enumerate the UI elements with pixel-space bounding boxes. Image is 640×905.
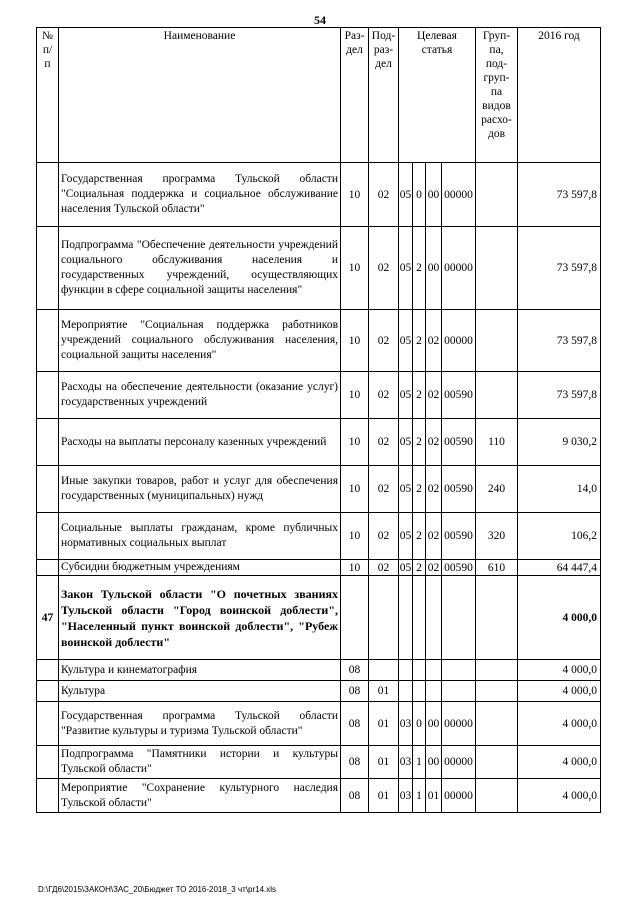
- row-target-program: [399, 576, 413, 660]
- row-name: Закон Тульской области "О почетных званиях Тульской области "Город воинской доблести", "Населенный пункт воинской доблести", "Рубеж воинской доблести": [59, 576, 341, 660]
- row-target-program: 05: [399, 372, 413, 419]
- row-number: [37, 227, 59, 310]
- row-amount-2016: 73 597,8: [518, 310, 601, 372]
- row-target-program: 03: [399, 702, 413, 746]
- row-subsection: 02: [369, 466, 399, 513]
- row-subsection: 01: [369, 779, 399, 813]
- row-expense-group: [476, 576, 518, 660]
- row-target-program: 05: [399, 513, 413, 560]
- header-section: Раз-дел: [341, 28, 369, 163]
- row-target-measure: 02: [426, 560, 442, 576]
- table-row: [37, 560, 601, 576]
- row-number: [37, 560, 59, 576]
- row-target-measure: [426, 576, 442, 660]
- row-section: 08: [341, 779, 369, 813]
- row-subsection: 01: [369, 681, 399, 702]
- row-amount-2016: 106,2: [518, 513, 601, 560]
- header-no: № п/ п: [37, 28, 59, 163]
- row-name: Государственная программа Тульской области "Социальная поддержка и социальное обслуживание населения Тульской области": [59, 163, 341, 227]
- row-section: 10: [341, 227, 369, 310]
- row-section: 10: [341, 310, 369, 372]
- row-expense-group: 240: [476, 466, 518, 513]
- row-target-subprogram: 2: [413, 466, 426, 513]
- row-amount-2016: 4 000,0: [518, 576, 601, 660]
- row-target-direction: 00000: [442, 163, 476, 227]
- row-target-direction: 00000: [442, 227, 476, 310]
- row-target-direction: 00000: [442, 746, 476, 779]
- header-subsection: Под-раз-дел: [369, 28, 399, 163]
- row-target-subprogram: 1: [413, 779, 426, 813]
- row-target-direction: 00590: [442, 513, 476, 560]
- row-target-measure: [426, 681, 442, 702]
- row-section: 10: [341, 466, 369, 513]
- row-number: [37, 513, 59, 560]
- row-subsection: 02: [369, 372, 399, 419]
- row-expense-group: [476, 746, 518, 779]
- table-row: [37, 419, 601, 466]
- row-section: 08: [341, 681, 369, 702]
- row-amount-2016: 73 597,8: [518, 372, 601, 419]
- table-row: [37, 779, 601, 813]
- table-row: [37, 746, 601, 779]
- row-section: 08: [341, 702, 369, 746]
- row-target-program: 05: [399, 227, 413, 310]
- row-target-measure: 02: [426, 372, 442, 419]
- row-target-direction: 00000: [442, 702, 476, 746]
- row-expense-group: 320: [476, 513, 518, 560]
- row-subsection: 02: [369, 513, 399, 560]
- row-expense-group: [476, 372, 518, 419]
- row-target-measure: 00: [426, 227, 442, 310]
- row-subsection: 02: [369, 310, 399, 372]
- table-header-row: [37, 28, 601, 163]
- row-expense-group: [476, 660, 518, 681]
- row-number: [37, 660, 59, 681]
- row-target-subprogram: [413, 660, 426, 681]
- row-amount-2016: 9 030,2: [518, 419, 601, 466]
- row-subsection: [369, 660, 399, 681]
- row-target-direction: [442, 681, 476, 702]
- row-target-program: 05: [399, 561, 412, 574]
- row-amount-2016: 14,0: [518, 466, 601, 513]
- row-target-subprogram: 2: [413, 310, 426, 372]
- row-amount-2016: 4 000,0: [518, 746, 601, 779]
- row-target-direction: [442, 576, 476, 660]
- row-amount-2016: 64 447,4: [518, 560, 601, 576]
- row-target-measure: 02: [426, 310, 442, 372]
- row-section: 10: [341, 372, 369, 419]
- row-section: 10: [341, 560, 369, 576]
- row-name: Подпрограмма "Памятники истории и культуры Тульской области": [59, 746, 341, 779]
- row-section: 08: [341, 746, 369, 779]
- row-subsection: 01: [369, 702, 399, 746]
- row-expense-group: 610: [476, 560, 518, 576]
- row-target-program: 05: [399, 419, 413, 466]
- table-row: [37, 702, 601, 746]
- table-row: [37, 372, 601, 419]
- row-amount-2016: 4 000,0: [518, 779, 601, 813]
- row-subsection: 01: [369, 746, 399, 779]
- row-name: Иные закупки товаров, работ и услуг для обеспечения государственных (муниципальных) нужд: [59, 466, 341, 513]
- row-expense-group: [476, 227, 518, 310]
- row-target-direction: 00590: [442, 372, 476, 419]
- row-name: Культура: [59, 681, 341, 702]
- row-target-subprogram: 2: [413, 419, 426, 466]
- table-row: [37, 163, 601, 227]
- row-amount-2016: 4 000,0: [518, 681, 601, 702]
- row-expense-group: [476, 779, 518, 813]
- table-row: [37, 466, 601, 513]
- row-name: Субсидии бюджетным учреждениям: [59, 560, 341, 576]
- row-name: Социальные выплаты гражданам, кроме публичных нормативных социальных выплат: [59, 513, 341, 560]
- table-row: [37, 576, 601, 660]
- row-target-measure: 02: [426, 466, 442, 513]
- row-subsection: [369, 576, 399, 660]
- table-row: [37, 310, 601, 372]
- row-expense-group: [476, 163, 518, 227]
- row-number: [37, 310, 59, 372]
- header-target: Целевая статья: [399, 28, 476, 163]
- row-number: [37, 466, 59, 513]
- row-target-subprogram: 0: [413, 702, 426, 746]
- row-target-program: 05: [399, 466, 413, 513]
- row-target-subprogram: 0: [413, 163, 426, 227]
- row-target-program: [399, 681, 413, 702]
- row-name: Мероприятие "Социальная поддержка работников учреждений социального обслуживания населения, социальной защиты населения": [59, 310, 341, 372]
- row-target-direction: 00000: [442, 779, 476, 813]
- row-target-measure: 00: [426, 746, 442, 779]
- row-target-subprogram: [413, 576, 426, 660]
- row-number: [37, 163, 59, 227]
- row-name: Расходы на выплаты персоналу казенных учреждений: [59, 419, 341, 466]
- row-target-subprogram: [413, 681, 426, 702]
- row-expense-group: 110: [476, 419, 518, 466]
- row-number: [37, 746, 59, 779]
- row-target-measure: 01: [426, 779, 442, 813]
- row-name: Культура и кинематография: [59, 660, 341, 681]
- row-expense-group: [476, 702, 518, 746]
- row-target-direction: [442, 660, 476, 681]
- row-number: [37, 419, 59, 466]
- row-target-subprogram: 2: [413, 560, 426, 576]
- row-expense-group: [476, 310, 518, 372]
- row-number: 47: [37, 576, 59, 660]
- row-target-program: 03: [399, 746, 413, 779]
- row-section: 10: [341, 419, 369, 466]
- row-target-direction: 00590: [442, 466, 476, 513]
- header-group: Груп-па, под-груп-па видов расхо-дов: [476, 28, 518, 163]
- table-row: [37, 681, 601, 702]
- row-target-program: 05: [399, 163, 413, 227]
- row-section: 08: [341, 660, 369, 681]
- row-amount-2016: 73 597,8: [518, 227, 601, 310]
- row-section: [341, 576, 369, 660]
- row-target-measure: 00: [426, 163, 442, 227]
- row-target-measure: [426, 660, 442, 681]
- row-target-subprogram: 2: [413, 513, 426, 560]
- row-name: Государственная программа Тульской области "Развитие культуры и туризма Тульской области": [59, 702, 341, 746]
- row-target-subprogram: 2: [413, 372, 426, 419]
- row-section: 10: [341, 513, 369, 560]
- row-target-program: [399, 660, 413, 681]
- table-row: [37, 660, 601, 681]
- row-target-program: 05: [399, 310, 413, 372]
- row-subsection: 02: [369, 227, 399, 310]
- row-target-program: 03: [399, 779, 413, 813]
- row-target-direction: 00590: [442, 419, 476, 466]
- header-year: 2016 год: [518, 28, 601, 163]
- row-number: [37, 779, 59, 813]
- file-path-footer: D:\ГД6\2015\ЗАКОН\ЗАС_20\Бюджет ТО 2016-2018_3 чт\pr14.xls: [38, 885, 277, 894]
- row-name: Расходы на обеспечение деятельности (оказание услуг) государственных учреждений: [59, 372, 341, 419]
- row-name: Подпрограмма "Обеспечение деятельности учреждений социального обслуживания населения и государственных учреждений, осуществляющих функции в сфере социальной защиты населения": [59, 227, 341, 310]
- row-name: Мероприятие "Сохранение культурного наследия Тульской области": [59, 779, 341, 813]
- row-target-direction: 00000: [442, 310, 476, 372]
- budget-table: [36, 27, 601, 813]
- row-number: [37, 372, 59, 419]
- row-target-direction: 00590: [442, 560, 476, 576]
- row-target-subprogram: 1: [413, 746, 426, 779]
- row-subsection: 02: [369, 163, 399, 227]
- row-target-measure: 02: [426, 513, 442, 560]
- table-row: [37, 513, 601, 560]
- row-target-measure: 00: [426, 702, 442, 746]
- row-number: [37, 681, 59, 702]
- row-section: 10: [341, 163, 369, 227]
- row-amount-2016: 73 597,8: [518, 163, 601, 227]
- header-name: Наименование: [59, 28, 341, 163]
- row-number: [37, 702, 59, 746]
- row-expense-group: [476, 681, 518, 702]
- row-amount-2016: 4 000,0: [518, 702, 601, 746]
- row-subsection: 02: [369, 419, 399, 466]
- row-target-measure: 02: [426, 419, 442, 466]
- row-target-subprogram: 2: [413, 227, 426, 310]
- page-number: 54: [314, 13, 326, 27]
- table-row: [37, 227, 601, 310]
- row-amount-2016: 4 000,0: [518, 660, 601, 681]
- row-subsection: 02: [369, 560, 399, 576]
